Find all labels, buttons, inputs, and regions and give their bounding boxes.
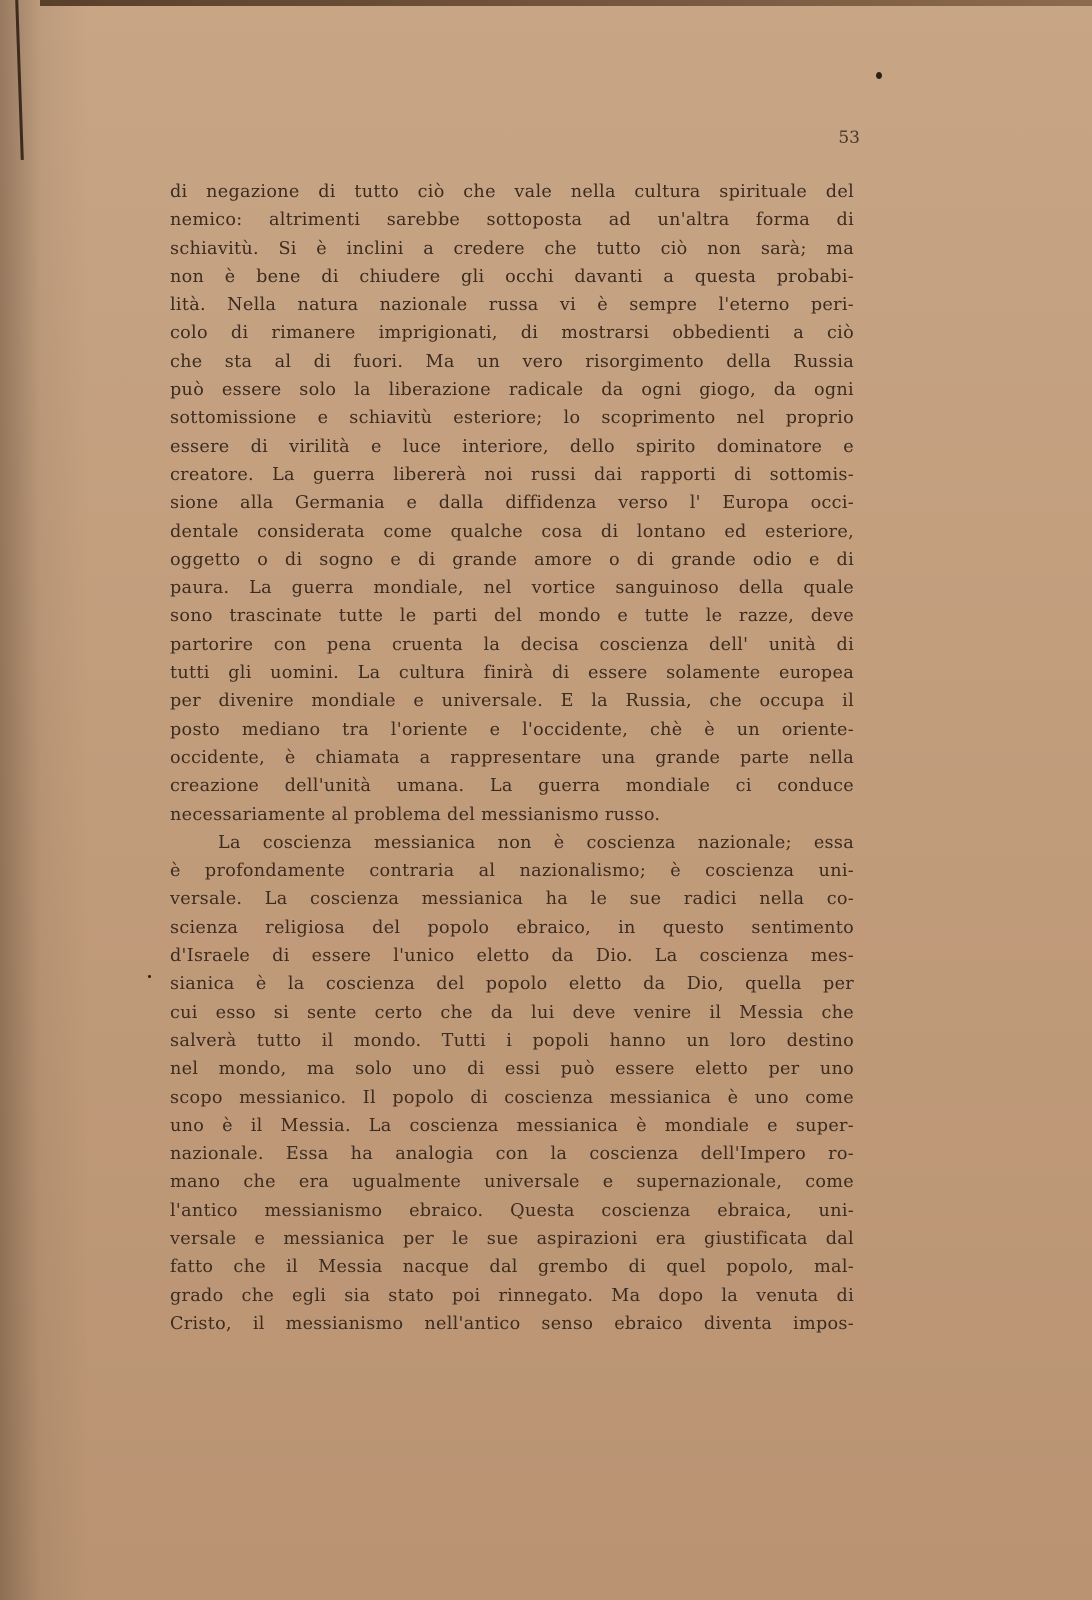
- text-line: uno è il Messia. La coscienza messianica è mondiale e super-: [170, 1115, 854, 1136]
- text-line: necessariamente al problema del messianismo russo.: [170, 804, 661, 825]
- text-line: creatore. La guerra libererà noi russi dai rapporti di sottomis-: [170, 464, 854, 485]
- text-line: nel mondo, ma solo uno di essi può essere eletto per uno: [170, 1059, 854, 1080]
- page-top-edge: [40, 0, 1092, 6]
- text-line: nazionale. Essa ha analogia con la coscienza dell'Impero ro-: [170, 1144, 854, 1165]
- text-line: di negazione di tutto ciò che vale nella cultura spirituale del: [170, 182, 854, 202]
- text-line: essere di virilità e luce interiore, dello spirito dominatore e: [170, 436, 854, 457]
- text-line: cui esso si sente certo che da lui deve venire il Messia che: [170, 1002, 854, 1023]
- text-line: partorire con pena cruenta la decisa coscienza dell' unità di: [170, 634, 854, 655]
- text-line: non è bene di chiudere gli occhi davanti a questa probabi-: [170, 266, 854, 287]
- text-line: schiavitù. Si è inclini a credere che tutto ciò non sarà; ma: [170, 238, 854, 259]
- text-line: tutti gli uomini. La cultura finirà di essere solamente europea: [170, 663, 854, 684]
- ink-speck: [148, 975, 151, 978]
- text-line: oggetto o di sogno e di grande amore o di grande odio e di: [170, 549, 854, 570]
- text-line: sianica è la coscienza del popolo eletto da Dio, quella per: [170, 974, 854, 995]
- text-line: occidente, è chiamata a rappresentare una grande parte nella: [170, 747, 854, 768]
- text-line: per divenire mondiale e universale. E la Russia, che occupa il: [170, 691, 854, 712]
- text-line: nemico: altrimenti sarebbe sottoposta ad un'altra forma di: [170, 210, 854, 231]
- text-line: che sta al di fuori. Ma un vero risorgimento della Russia: [170, 351, 854, 372]
- text-line: d'Israele di essere l'unico eletto da Dio. La coscienza mes-: [170, 946, 854, 967]
- text-line: mano che era ugualmente universale e supernazionale, come: [170, 1172, 854, 1193]
- text-line: dentale considerata come qualche cosa di lontano ed esteriore,: [170, 521, 854, 542]
- binding-shadow: [15, 0, 24, 160]
- text-line: creazione dell'unità umana. La guerra mondiale ci conduce: [170, 776, 854, 797]
- text-line: sono trascinate tutte le parti del mondo e tutte le razze, deve: [170, 606, 854, 627]
- text-line: sione alla Germania e dalla diffidenza verso l' Europa occi-: [170, 493, 854, 514]
- text-line: versale. La coscienza messianica ha le sue radici nella co-: [170, 889, 854, 910]
- text-line: colo di rimanere imprigionati, di mostrarsi obbedienti a ciò: [170, 323, 854, 344]
- text-line: l'antico messianismo ebraico. Questa coscienza ebraica, uni-: [170, 1200, 854, 1221]
- text-line: può essere solo la liberazione radicale da ogni giogo, da ogni: [170, 380, 854, 401]
- text-line: salverà tutto il mondo. Tutti i popoli hanno un loro destino: [170, 1030, 854, 1051]
- text-line: scienza religiosa del popolo ebraico, in questo sentimento: [170, 917, 854, 938]
- paragraph-start: La coscienza messianica non è coscienza nazionale; essa: [218, 832, 854, 853]
- text-line: sottomissione e schiavitù esteriore; lo scoprimento nel proprio: [170, 408, 854, 429]
- ink-speck: [876, 72, 882, 79]
- text-line: è profondamente contraria al nazionalismo; è coscienza uni-: [170, 861, 854, 882]
- text-line: Cristo, il messianismo nell'antico senso ebraico diventa impos-: [170, 1313, 854, 1334]
- text-line: lità. Nella natura nazionale russa vi è sempre l'eterno peri-: [170, 295, 854, 316]
- text-line: grado che egli sia stato poi rinnegato. Ma dopo la venuta di: [170, 1285, 854, 1306]
- text-line: versale e messianica per le sue aspirazioni era giustificata dal: [170, 1228, 854, 1249]
- text-line: fatto che il Messia nacque dal grembo di quel popolo, mal-: [170, 1257, 854, 1278]
- text-line: scopo messianico. Il popolo di coscienza messianica è uno come: [170, 1087, 854, 1108]
- text-line: posto mediano tra l'oriente e l'occidente, chè è un oriente-: [170, 719, 854, 740]
- page-number: 53: [838, 128, 860, 148]
- body-text: [170, 178, 854, 1338]
- text-line: paura. La guerra mondiale, nel vortice sanguinoso della quale: [170, 578, 854, 599]
